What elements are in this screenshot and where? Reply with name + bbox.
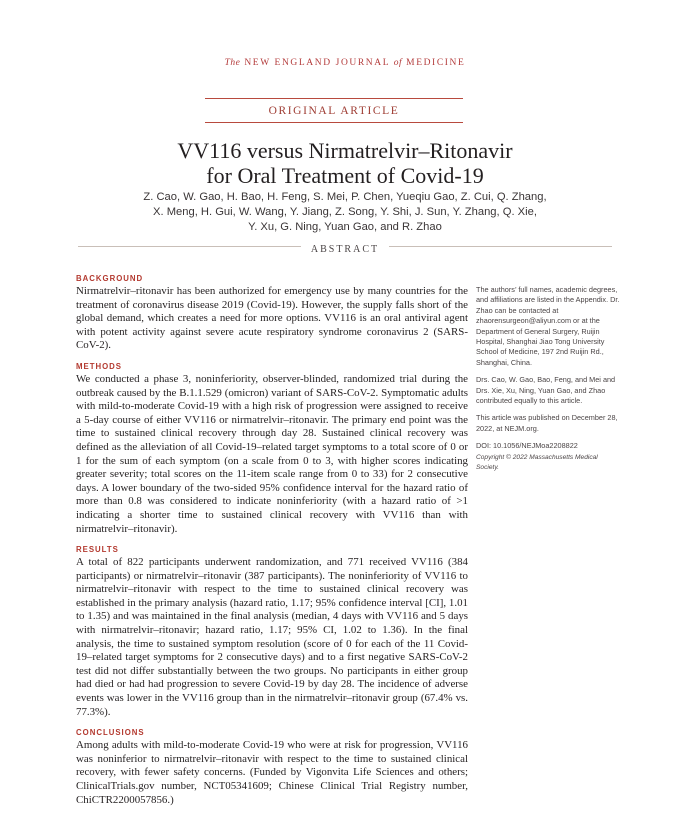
journal-medicine: MEDICINE [406,58,466,68]
title-line-1: VV116 versus Nirmatrelvir–Ritonavir [177,138,513,163]
doi-note: DOI: 10.1056/NEJMoa2208822 [476,441,578,451]
journal-the: The [224,58,241,68]
journal-header [0,58,690,68]
abstract-body [76,274,468,816]
title-line-2: for Oral Treatment of Covid-19 [206,163,484,188]
article-title [60,138,630,188]
conclusions-text: Among adults with mild-to-moderate Covid-19 who were at risk for progression, VV116 was noninferior to nirmatrelvir–ritonavir with respect to the time to sustained clinical recovery, with fewer safety concerns. (Funded by Vigonvita Life Sciences and others; ClinicalTrials.gov number, NCT05341609; Chinese Clinical Trial Registry number, ChiCTR2200057856.) [76,739,468,806]
abstract-label: ABSTRACT [301,244,389,255]
article-type-banner [205,98,463,123]
authors-line-3: Y. Xu, G. Ning, Yuan Gao, and R. Zhao [248,221,442,233]
background-heading: BACKGROUND [76,274,144,283]
authors-line-2: X. Meng, H. Gui, W. Wang, Y. Jiang, Z. Song, Y. Shi, J. Sun, Y. Zhang, Q. Xie, [153,206,537,218]
author-list [70,190,620,235]
methods-text: We conducted a phase 3, noninferiority, observer-blinded, randomized trial during the outbreak caused by the B.1.1.529 (omicron) variant of SARS-CoV-2. Symptomatic adults with mild-to-moderate Covid-19 with a high risk of progression were assigned to receive a 5-day course of either VV116 or nirmatrelvir–ritonavir. The primary end point was the time to sustained clinical recovery through day 28. Sustained clinical recovery was defined as the alleviation of all Covid-19–related target symptoms to a total score of 0 or 1 for the sum of each symptom (on a scale from 0 to 3, with higher scores indicating greater severity; total scores on the 11-item scale range from 0 to 33) for 2 consecutive days. A lower boundary of the two-sided 95% confidence interval for the hazard ratio of more than 0.8 was considered to indicate noninferiority (with a hazard ratio of >1 indicating a shorter time to sustained clinical recovery with VV116 than with nirmatrelvir–ritonavir). [76,372,468,535]
results-heading: RESULTS [76,545,119,555]
authors-line-1: Z. Cao, W. Gao, H. Bao, H. Feng, S. Mei, P. Chen, Yueqiu Gao, Z. Cui, Q. Zhang, [143,191,547,203]
article-type: ORIGINAL ARTICLE [268,105,400,117]
background-text: Nirmatrelvir–ritonavir has been authorized for emergency use by many countries for the treatment of coronavirus disease 2019 (Covid-19). However, the supply falls short of the global demand, which creates a need for more options. VV116 is an oral antiviral agent with potent activity against severe acute respiratory syndrome coronavirus 2 (SARS-CoV-2). [76,285,468,352]
conclusions-heading: CONCLUSIONS [76,728,145,738]
publication-note: This article was published on December 28, 2022, at NEJM.org. [476,413,618,433]
copyright-note: Copyright © 2022 Massachusetts Medical Society. [476,453,598,472]
methods-heading: METHODS [76,361,122,371]
abstract-heading [0,239,690,257]
equal-contribution-note: Drs. Cao, W. Gao, Bao, Feng, and Mei and Drs. Xie, Xu, Ning, Yuan Gao, and Zhao contributed equally to this article. [476,375,616,406]
journal-of: of [393,58,403,68]
affiliations-note: The authors’ full names, academic degrees, and affiliations are listed in the Appendix. Dr. Zhao can be contacted at zhaorensurgeon@aliyun.com or at the Department of General Surgery, Ruijin Hospital, Shanghai Jiao Tong University School of Medicine, 197 2nd Ruijin Rd., Shanghai, China. [476,285,620,367]
sidebar-notes [476,285,620,481]
results-text: A total of 822 participants underwent randomization, and 771 received VV116 (384 participants) or nirmatrelvir–ritonavir (387 participants). The noninferiority of VV116 to nirmatrelvir–ritonavir with respect to the time to sustained clinical recovery was established in the primary analysis (hazard ratio, 1.17; 95% confidence interval [CI], 1.01 to 1.35) and was maintained in the final analysis (median, 4 days with VV116 and 5 days with nirmatrelvir–ritonavir; hazard ratio, 1.17; 95% CI, 1.02 to 1.36). In the final analysis, the time to sustained symptom resolution (score of 0 for each of the 11 Covid-19–related target symptoms for 2 consecutive days) and to a first negative SARS-CoV-2 test did not differ substantially between the two groups. No participants in either group had died or had had progression to severe Covid-19 by day 28. The incidence of adverse events was lower in the VV116 group than in the nirmatrelvir–ritonavir group (67.4% vs. 77.3%). [76,556,468,718]
journal-name: NEW ENGLAND JOURNAL [244,58,390,68]
